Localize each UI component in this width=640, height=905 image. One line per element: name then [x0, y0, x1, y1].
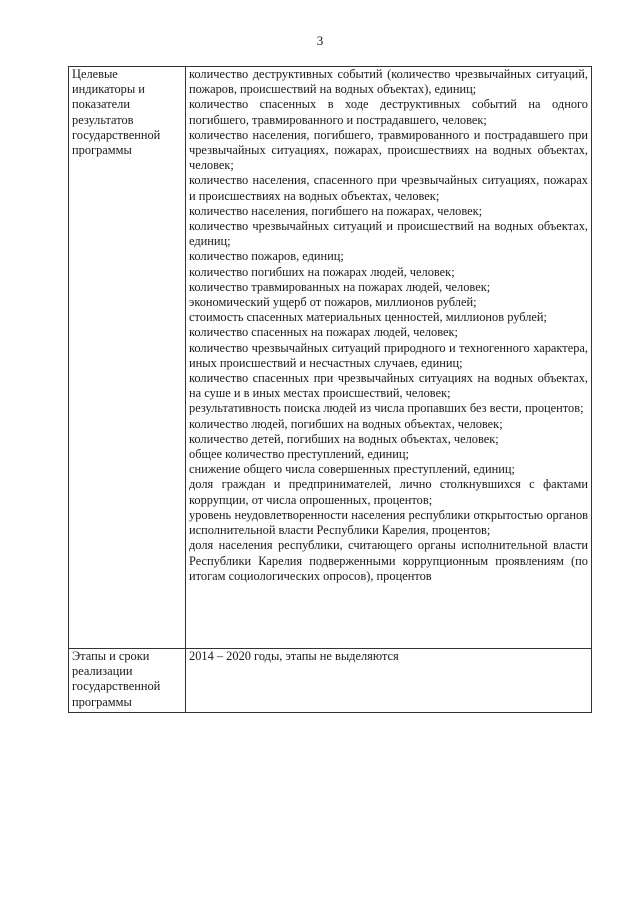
- indicator-line: количество пожаров, единиц;: [189, 249, 344, 264]
- stages-value: 2014 – 2020 годы, этапы не выделяются: [186, 649, 592, 713]
- indicator-line: количество детей, погибших на водных объектах, человек;: [189, 431, 499, 446]
- indicator-line: количество спасенных при чрезвычайных ситуациях на водных объектах, на суше и в иных местах происшествий, человек;: [189, 371, 588, 401]
- indicator-line: количество населения, спасенного при чрезвычайных ситуациях, пожарах и происшествиях на водных объектах, человек;: [189, 173, 588, 203]
- indicator-line: общее количество преступлений, единиц;: [189, 447, 409, 462]
- indicator-line: количество деструктивных событий (количество чрезвычайных ситуаций, пожаров, происшествий на водных объектах), единиц;: [189, 67, 588, 97]
- indicator-line: экономический ущерб от пожаров, миллионов рублей;: [189, 295, 477, 310]
- indicator-line: доля граждан и предпринимателей, лично столкнувшихся с фактами коррупции, от числа опрошенных, процентов;: [189, 477, 588, 507]
- indicator-line: количество спасенных на пожарах людей, человек;: [189, 325, 458, 340]
- indicator-line: количество населения, погибшего, травмированного и пострадавшего при чрезвычайных ситуациях, пожарах, происшествиях на водных объектах, человек;: [189, 127, 588, 173]
- indicator-line: результативность поиска людей из числа пропавших без вести, процентов;: [189, 401, 584, 416]
- indicator-line: доля населения республики, считающего органы исполнительной власти Республики Карелия подверженными коррупционным проявлениям (по итогам социологических опросов), процентов: [189, 538, 588, 583]
- indicator-line: снижение общего числа совершенных преступлений, единиц;: [189, 462, 515, 477]
- indicator-line: количество спасенных в ходе деструктивных событий на одного погибшего, травмированного и пострадавшего, человек;: [189, 97, 588, 127]
- indicator-line: количество людей, погибших на водных объектах, человек;: [189, 416, 503, 431]
- indicator-line: уровень неудовлетворенности населения республики открытостью органов исполнительной власти Республики Карелия, процентов;: [189, 507, 588, 538]
- stages-label: Этапы и сроки реализации государственной программы: [69, 649, 186, 713]
- indicator-line: количество травмированных на пожарах людей, человек;: [189, 279, 491, 294]
- indicator-line: стоимость спасенных материальных ценностей, миллионов рублей;: [189, 310, 548, 325]
- indicator-line: количество населения, погибшего на пожарах, человек;: [189, 203, 483, 218]
- indicator-line: количество чрезвычайных ситуаций и происшествий на водных объектах, единиц;: [189, 219, 588, 249]
- program-passport-table: [68, 66, 592, 713]
- indicator-line: количество чрезвычайных ситуаций природного и техногенного характера, иных происшествий и несчастных случаев, единиц;: [189, 340, 588, 370]
- indicators-list: [186, 67, 592, 649]
- indicator-line: количество погибших на пожарах людей, человек;: [189, 264, 455, 279]
- page-number: 3: [316, 33, 324, 48]
- table-row-indicators: [69, 67, 592, 649]
- indicators-label: Целевые индикаторы и показатели результатов государственной программы: [69, 67, 186, 649]
- table-row-stages: [69, 649, 592, 713]
